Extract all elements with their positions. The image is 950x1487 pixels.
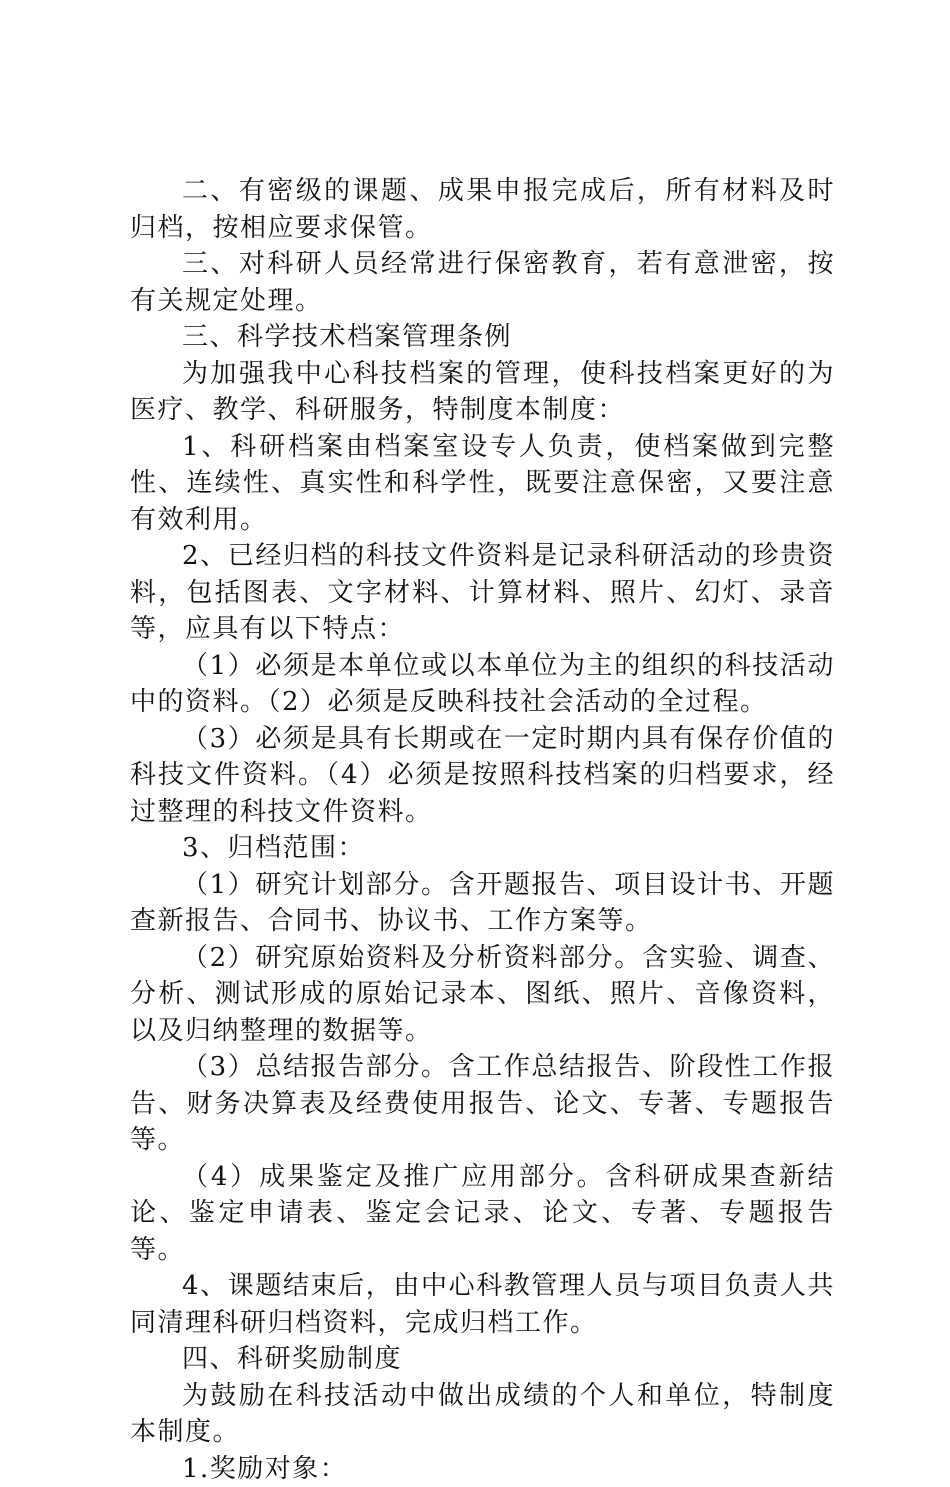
paragraph-archive-rule-1: 1、科研档案由档案室设专人负责，使档案做到完整性、连续性、真实性和科学性，既要注意保密，又要注意有效利用。	[130, 429, 835, 539]
paragraph-scope-raw-data: （2）研究原始资料及分析资料部分。含实验、调查、分析、测试形成的原始记录本、图纸、照片、音像资料，以及归纳整理的数据等。	[130, 940, 835, 1050]
paragraph-rewards-purpose: 为鼓励在科技活动中做出成绩的个人和单位，特制度本制度。	[130, 1378, 835, 1451]
paragraph-archive-rule-4: 4、课题结束后，由中心科教管理人员与项目负责人共同清理科研归档资料，完成归档工作。	[130, 1268, 835, 1341]
paragraph-feature-3-4: （3）必须是具有长期或在一定时期内具有保存价值的科技文件资料。（4）必须是按照科技档案的归档要求，经过整理的科技文件资料。	[130, 721, 835, 831]
paragraph-archive-rule-2: 2、已经归档的科技文件资料是记录科研活动的珍贵资料，包括图表、文字材料、计算材料、照片、幻灯、录音等，应具有以下特点：	[130, 538, 835, 648]
section-heading-research-rewards: 四、科研奖励制度	[130, 1341, 835, 1378]
section-heading-archive-regulations: 三、科学技术档案管理条例	[130, 319, 835, 356]
paragraph-feature-1-2: （1）必须是本单位或以本单位为主的组织的科技活动中的资料。（2）必须是反映科技社会活动的全过程。	[130, 648, 835, 721]
paragraph-confidentiality-education: 三、对科研人员经常进行保密教育，若有意泄密，按有关规定处理。	[130, 246, 835, 319]
paragraph-classified-archiving: 二、有密级的课题、成果申报完成后，所有材料及时归档，按相应要求保管。	[130, 173, 835, 246]
paragraph-reward-targets: 1.奖励对象：	[130, 1451, 835, 1487]
paragraph-scope-appraisal: （4）成果鉴定及推广应用部分。含科研成果查新结论、鉴定申请表、鉴定会记录、论文、专著、专题报告等。	[130, 1159, 835, 1269]
paragraph-archive-scope: 3、归档范围：	[130, 830, 835, 867]
paragraph-scope-research-plan: （1）研究计划部分。含开题报告、项目设计书、开题查新报告、合同书、协议书、工作方案等。	[130, 867, 835, 940]
document-body	[130, 173, 835, 1487]
paragraph-scope-summary-report: （3）总结报告部分。含工作总结报告、阶段性工作报告、财务决算表及经费使用报告、论文、专著、专题报告等。	[130, 1049, 835, 1159]
paragraph-archive-purpose: 为加强我中心科技档案的管理，使科技档案更好的为医疗、教学、科研服务，特制度本制度：	[130, 356, 835, 429]
